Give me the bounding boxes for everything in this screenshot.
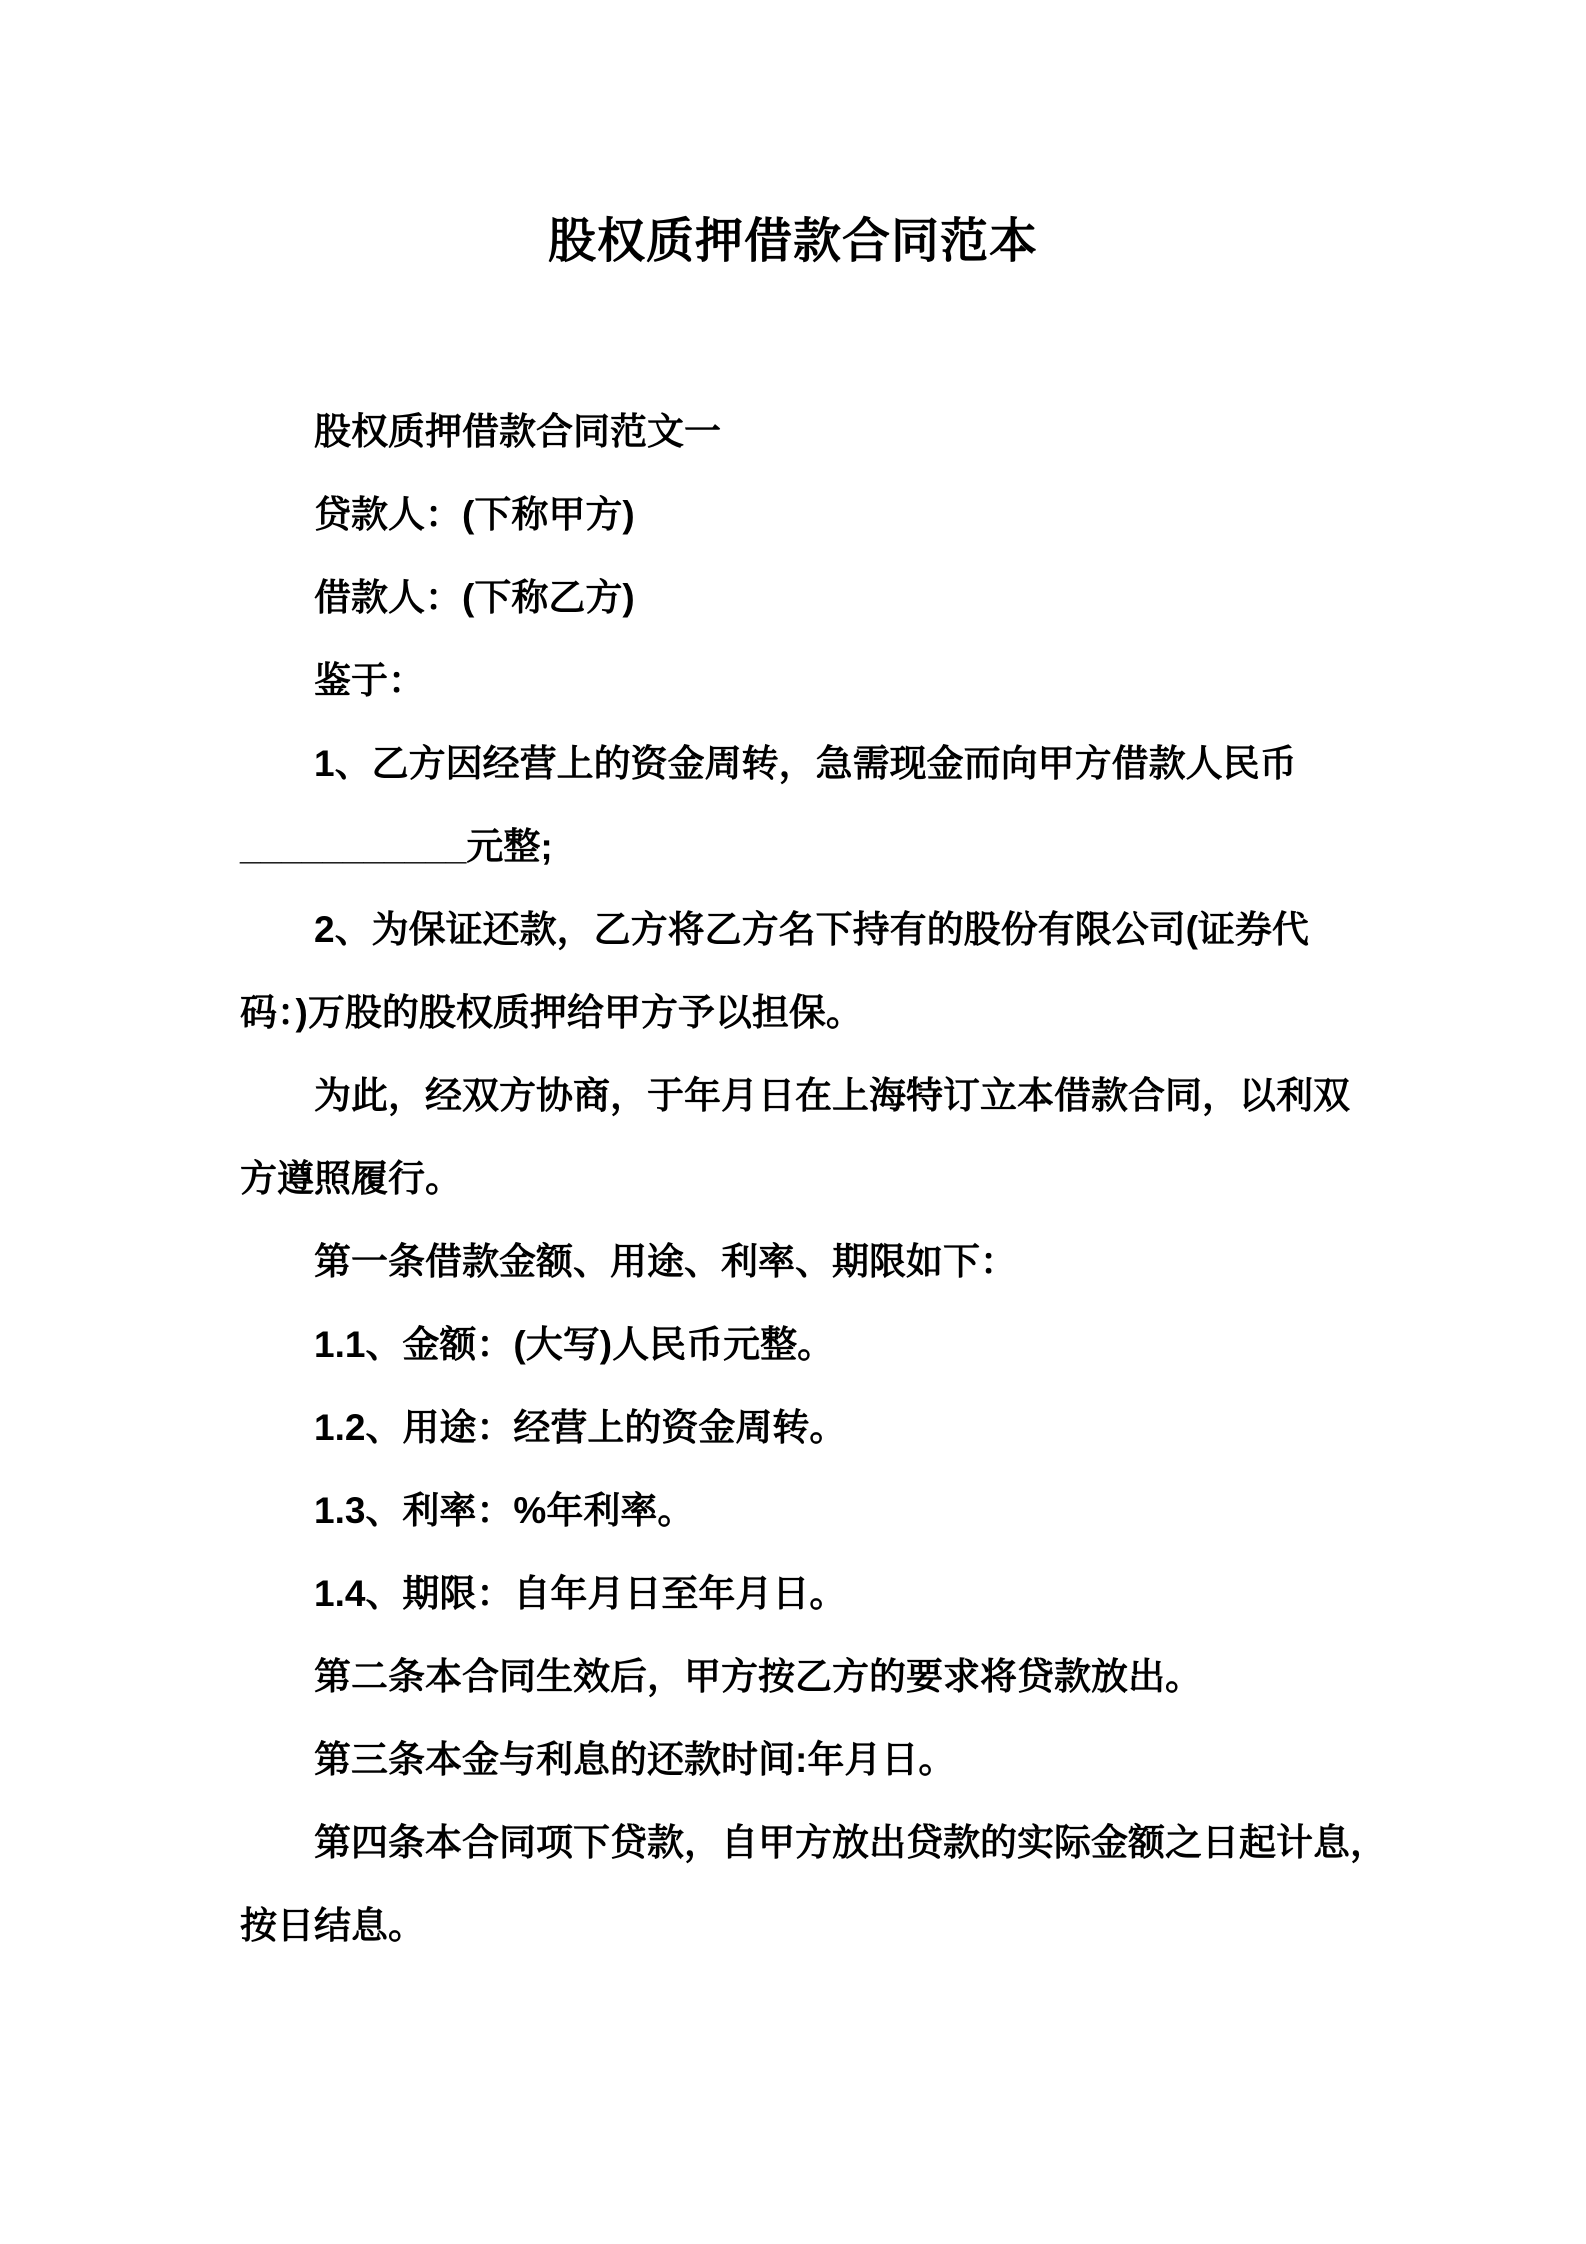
text-line: 1.3、利率：%年利率。 bbox=[314, 1490, 695, 1531]
text-line: 第一条借款金额、用途、利率、期限如下： bbox=[314, 1241, 1017, 1282]
text-line: 1、乙方因经营上的资金周转，急需现金而向甲方借款人民币 bbox=[314, 743, 1297, 784]
text-line: 方遵照履行。 bbox=[240, 1158, 462, 1199]
text-line: 贷款人：(下称甲方) bbox=[314, 494, 635, 535]
text-line: 第三条本金与利息的还款时间:年月日。 bbox=[314, 1739, 956, 1780]
text-line: 码：)万股的股权质押给甲方予以担保。 bbox=[240, 992, 863, 1033]
text-line: 借款人：(下称乙方) bbox=[314, 577, 635, 618]
text-line: 为此，经双方协商，于年月日在上海特订立本借款合同，以利双 bbox=[314, 1075, 1350, 1116]
text-line: 按日结息。 bbox=[240, 1905, 425, 1946]
text-line: 1.1、金额：(大写)人民币元整。 bbox=[314, 1324, 835, 1365]
text-line: 股权质押借款合同范文一 bbox=[314, 411, 721, 452]
text-line: 第二条本合同生效后，甲方按乙方的要求将贷款放出。 bbox=[314, 1656, 1202, 1697]
text-line: 第四条本合同项下贷款，自甲方放出贷款的实际金额之日起计息， bbox=[314, 1822, 1387, 1863]
text-line: 1.2、用途：经营上的资金周转。 bbox=[314, 1407, 847, 1448]
document-body bbox=[0, 390, 1586, 1967]
text-line: 1.4、期限：自年月日至年月日。 bbox=[314, 1573, 847, 1614]
text-line: 鉴于： bbox=[314, 660, 425, 701]
document-title: 股权质押借款合同范本 bbox=[547, 215, 1038, 268]
text-line: ___________元整; bbox=[240, 826, 553, 867]
text-line: 2、为保证还款，乙方将乙方名下持有的股份有限公司(证券代 bbox=[314, 909, 1309, 950]
